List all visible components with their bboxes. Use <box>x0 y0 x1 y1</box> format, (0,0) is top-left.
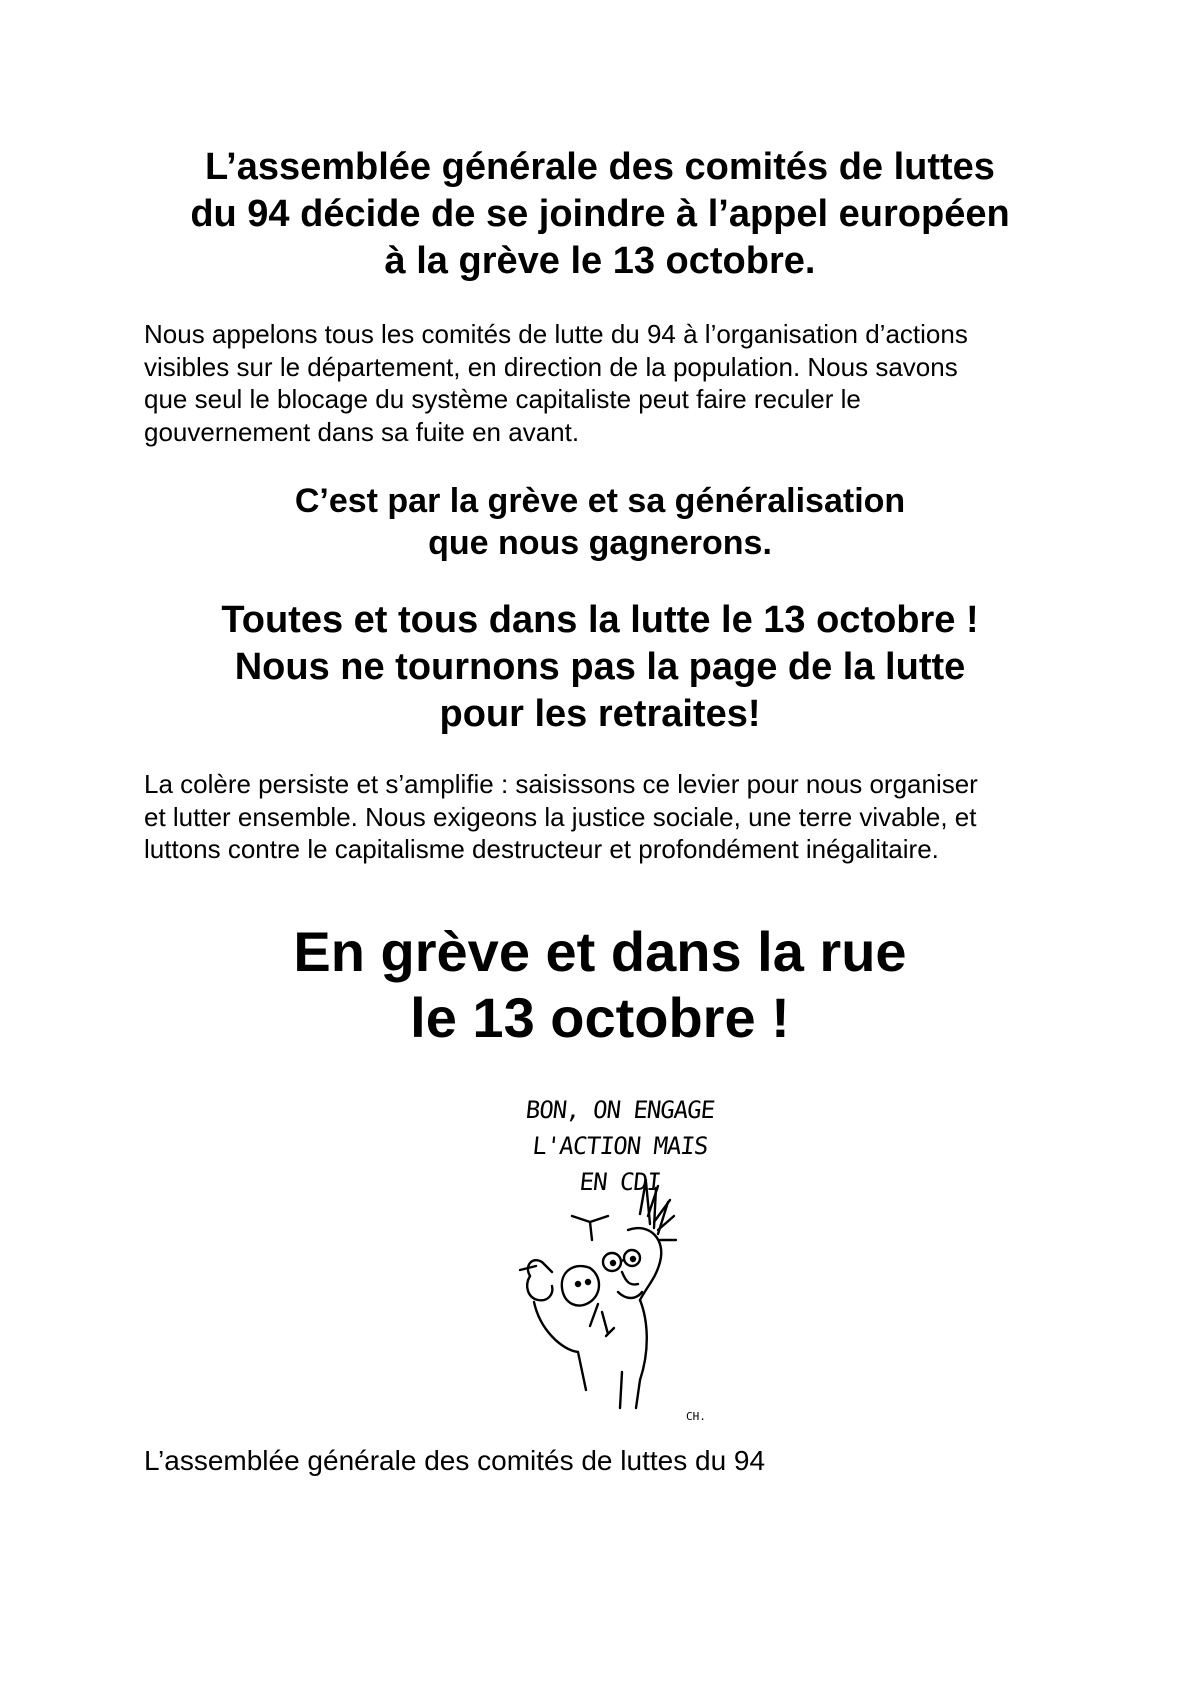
slogan-heading-line: En grève et dans la rue <box>293 920 907 983</box>
anger-paragraph-line: et lutter ensemble. Nous exigeons la justice sociale, une terre vivable, et <box>144 801 977 832</box>
main-heading-line: à la grève le 13 octobre. <box>384 240 816 282</box>
slogan-heading <box>0 919 1200 1051</box>
cartoon-drawing <box>490 1090 750 1430</box>
cartoon-speech-line: EN CDI <box>578 1168 662 1196</box>
strike-heading-line: C’est par la grève et sa généralisation <box>294 482 906 520</box>
call-paragraph-line: Nous appelons tous les comités de lutte du 94 à l’organisation d’actions <box>144 319 968 349</box>
main-heading-line: L’assemblée générale des comités de luttes <box>205 146 995 188</box>
strike-heading <box>0 480 1200 564</box>
anger-paragraph-line: La colère persiste et s’amplifie : saisissons ce levier pour nous organiser <box>144 769 978 799</box>
rally-heading-line: Nous ne tournons pas la page de la lutte <box>234 646 966 688</box>
rally-heading <box>0 597 1200 738</box>
cartoon-speech-line: BON, ON ENGAGE <box>524 1096 716 1124</box>
call-paragraph-line: que seul le blocage du système capitaliste peut faire reculer le <box>144 384 861 414</box>
cartoon-artist-signature: CH. <box>686 1410 706 1423</box>
main-heading <box>0 144 1200 285</box>
rally-heading-line: Toutes et tous dans la lutte le 13 octobre ! <box>221 599 979 641</box>
anger-paragraph-line: luttons contre le capitalisme destructeur et profondément inégalitaire. <box>144 834 939 864</box>
closing-signature: L’assemblée générale des comités de luttes du 94 <box>144 1445 766 1476</box>
slogan-heading-line: le 13 octobre ! <box>410 986 790 1049</box>
anger-paragraph <box>144 768 1084 866</box>
rally-heading-line: pour les retraites! <box>439 693 761 735</box>
main-heading-line: du 94 décide de se joindre à l’appel européen <box>190 193 1010 235</box>
call-paragraph-line: gouvernement dans sa fuite en avant. <box>144 416 580 447</box>
call-paragraph-line: visibles sur le département, en direction de la population. Nous savons <box>144 351 958 382</box>
cartoon-speech-line: L'ACTION MAIS <box>531 1132 709 1160</box>
strike-heading-line: que nous gagnerons. <box>428 524 772 562</box>
cartoon-illustration <box>490 1090 750 1430</box>
call-paragraph <box>144 318 1084 448</box>
